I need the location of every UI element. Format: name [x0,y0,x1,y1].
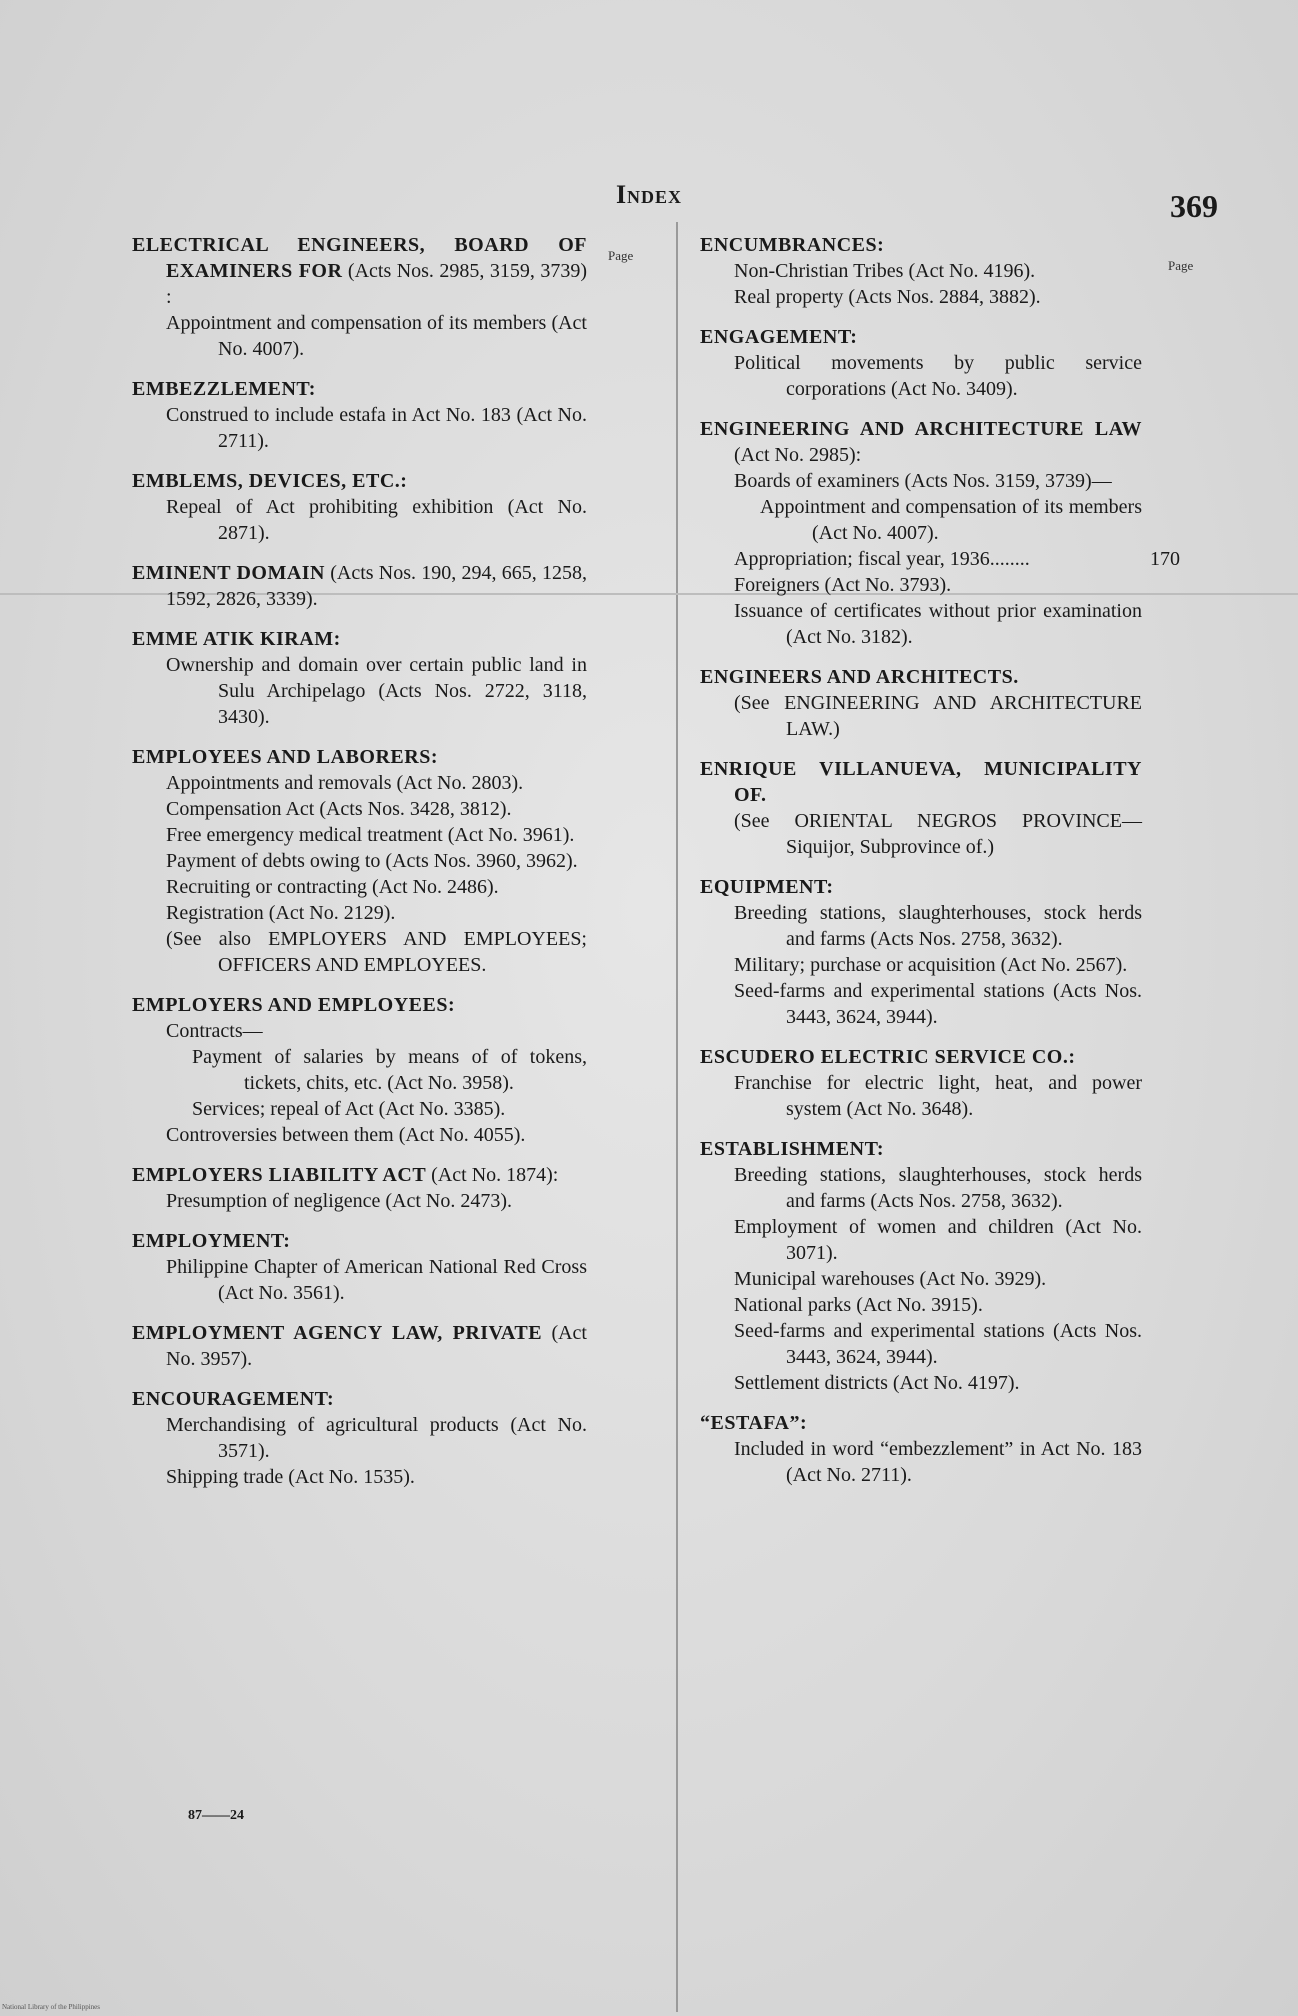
entry-subitem: Employment of women and children (Act No. 3071). [734,1216,1142,1264]
index-entry [132,1162,587,1214]
entry-title: EMPLOYMENT AGENCY LAW, PRIVATE [132,1322,543,1344]
entry-subitem: Shipping trade (Act No. 1535). [166,1466,415,1488]
entry-acts: (Acts Nos. 190, 294, 665, 1258, 1592, 2826, 3339). [166,562,587,610]
entry-subitem: Recruiting or contracting (Act No. 2486). [166,876,499,898]
column-divider [676,222,678,2012]
entry-title: ENRIQUE VILLANUEVA, MUNICIPALITY OF. [700,758,1142,806]
entry-subitem: Seed-farms and experimental stations (Acts Nos. 3443, 3624, 3944). [734,1320,1142,1368]
entry-subitem: Repeal of Act prohibiting exhibition (Act No. 2871). [166,496,587,544]
entry-title: ENGAGEMENT: [700,326,858,348]
index-entry [700,874,1142,1030]
index-entry [700,1136,1142,1396]
entry-heading [700,664,1142,690]
index-entry [132,1228,587,1306]
entry-title: EMINENT DOMAIN [132,562,325,584]
entry-subitem: Services; repeal of Act (Act No. 3385). [192,1098,506,1120]
page-column-label-left: Page [608,248,634,263]
entry-subitem: Non-Christian Tribes (Act No. 4196). [734,260,1036,282]
entry-subitem: Appropriation; fiscal year, 1936........ 170 [734,548,1180,570]
entry-subitem: Compensation Act (Acts Nos. 3428, 3812). [166,798,512,820]
entry-heading [700,416,1142,468]
entry-subitem: Seed-farms and experimental stations (Acts Nos. 3443, 3624, 3944). [734,980,1142,1028]
entry-subitem: Registration (Act No. 2129). [166,902,396,924]
entry-heading [700,756,1142,808]
entry-heading [132,1386,587,1412]
entry-subitem: National parks (Act No. 3915). [734,1294,983,1316]
entry-heading [700,1136,1142,1162]
entry-title: EMPLOYMENT: [132,1230,291,1252]
right-column [700,232,1180,1502]
entry-subitem: Municipal warehouses (Act No. 3929). [734,1268,1047,1290]
entry-heading [700,324,1142,350]
entry-title: ENGINEERS AND ARCHITECTS. [700,666,1019,688]
entry-subitem: Political movements by public service corporations (Act No. 3409). [734,352,1142,400]
entry-heading [132,1320,587,1372]
index-entry [132,1386,587,1490]
entry-acts: (Act No. 3957). [166,1322,587,1370]
index-entry [132,744,587,978]
index-entry [132,468,587,546]
entry-title: ESTABLISHMENT: [700,1138,885,1160]
index-entry [132,232,587,362]
entry-heading [700,874,1142,900]
entry-heading [132,560,587,612]
index-entry [700,232,1142,310]
entry-subitem: Free emergency medical treatment (Act No. 3961). [166,824,575,846]
entry-title: EMPLOYERS LIABILITY ACT [132,1164,427,1186]
entry-heading [132,1228,587,1254]
entry-heading [700,232,1142,258]
index-entry [700,1044,1142,1122]
entry-title: ENCOURAGEMENT: [132,1388,335,1410]
entry-title: EMPLOYEES AND LABORERS: [132,746,438,768]
entry-acts: (Acts Nos. 2985, 3159, 3739) : [166,260,588,308]
entry-subitem: Settlement districts (Act No. 4197). [734,1372,1020,1394]
entry-subitem: Contracts— [166,1020,263,1042]
entry-title: EQUIPMENT: [700,876,834,898]
entry-subitem: Philippine Chapter of American National Red Cross (Act No. 3561). [166,1256,587,1304]
entry-subitem: Military; purchase or acquisition (Act No. 2567). [734,954,1128,976]
entry-title: EMBLEMS, DEVICES, ETC.: [132,470,408,492]
entry-heading [132,626,587,652]
entry-heading [700,1044,1142,1070]
running-head: Index [615,180,683,209]
entry-heading [132,468,587,494]
entry-heading [132,744,587,770]
entry-subitem: (See ENGINEERING AND ARCHITECTURE LAW.) [734,692,1142,740]
entry-heading [132,1162,587,1188]
index-entry [700,756,1142,860]
entry-subitem: Issuance of certificates without prior examination (Act No. 3182). [734,600,1142,648]
entry-heading [132,232,587,310]
entry-title: ELECTRICAL ENGINEERS, BOARD OF EXAMINERS FOR [132,234,587,282]
index-entry [700,416,1180,650]
index-entry [132,1320,587,1372]
entry-subitem: Presumption of negligence (Act No. 2473). [166,1190,513,1212]
entry-title: ENGINEERING AND ARCHITECTURE LAW [700,418,1142,440]
entry-subitem: Controversies between them (Act No. 4055). [166,1124,526,1146]
index-entry [700,1410,1142,1488]
entry-acts: (Act No. 1874): [426,1164,559,1186]
entry-subitem: Real property (Acts Nos. 2884, 3882). [734,286,1041,308]
entry-subitem: Appointments and removals (Act No. 2803). [166,772,524,794]
entry-subitem: Payment of salaries by means of of tokens, tickets, chits, etc. (Act No. 3958). [192,1046,587,1094]
footer-note: National Library of the Philippines [2,2003,100,2011]
left-column [132,232,587,1504]
entry-title: ESCUDERO ELECTRIC SERVICE CO.: [700,1046,1076,1068]
entry-subitem: Payment of debts owing to (Acts Nos. 3960, 3962). [166,850,578,872]
entry-title: “ESTAFA”: [700,1412,808,1434]
entry-heading [132,376,587,402]
entry-subitem: Merchandising of agricultural products (Act No. 3571). [166,1414,587,1462]
index-entry [132,626,587,730]
entry-subitem: Franchise for electric light, heat, and power system (Act No. 3648). [734,1072,1142,1120]
entry-subitem: Appointment and compensation of its members (Act No. 4007). [760,496,1142,544]
index-entry [132,992,587,1148]
entry-acts: (Act No. 2985): [734,444,862,466]
entry-heading [132,992,587,1018]
index-entry [132,376,587,454]
index-entry [700,324,1142,402]
index-entry [132,560,587,612]
entry-title: EMBEZZLEMENT: [132,378,316,400]
entry-subitem: Construed to include estafa in Act No. 183 (Act No. 2711). [166,404,587,452]
entry-subitem: Ownership and domain over certain public land in Sulu Archipelago (Acts Nos. 2722, 3118, 3430). [166,654,587,728]
entry-title: ENCUMBRANCES: [700,234,885,256]
entry-subitem: (See ORIENTAL NEGROS PROVINCE—Siquijor, Subprovince of.) [734,810,1142,858]
entry-subitem: Foreigners (Act No. 3793). [734,574,952,596]
index-entry [700,664,1142,742]
entry-subitem: Breeding stations, slaughterhouses, stock herds and farms (Acts Nos. 2758, 3632). [734,902,1142,950]
entry-subitem: Appointment and compensation of its members (Act No. 4007). [166,312,587,360]
entry-subitem: (See also EMPLOYERS AND EMPLOYEES; OFFICERS AND EMPLOYEES. [166,928,587,976]
page-number: 369 [1170,188,1218,224]
printer-signature: 87——24 [188,1808,244,1823]
entry-subitem: Included in word “embezzlement” in Act No. 183 (Act No. 2711). [734,1438,1142,1486]
entry-title: EMPLOYERS AND EMPLOYEES: [132,994,456,1016]
page-column-label-right: Page [1168,258,1194,273]
entry-subitem: Boards of examiners (Acts Nos. 3159, 3739)— [734,470,1112,492]
entry-subitem: Breeding stations, slaughterhouses, stock herds and farms (Acts Nos. 2758, 3632). [734,1164,1142,1212]
entry-title: EMME ATIK KIRAM: [132,628,341,650]
entry-heading [700,1410,1142,1436]
